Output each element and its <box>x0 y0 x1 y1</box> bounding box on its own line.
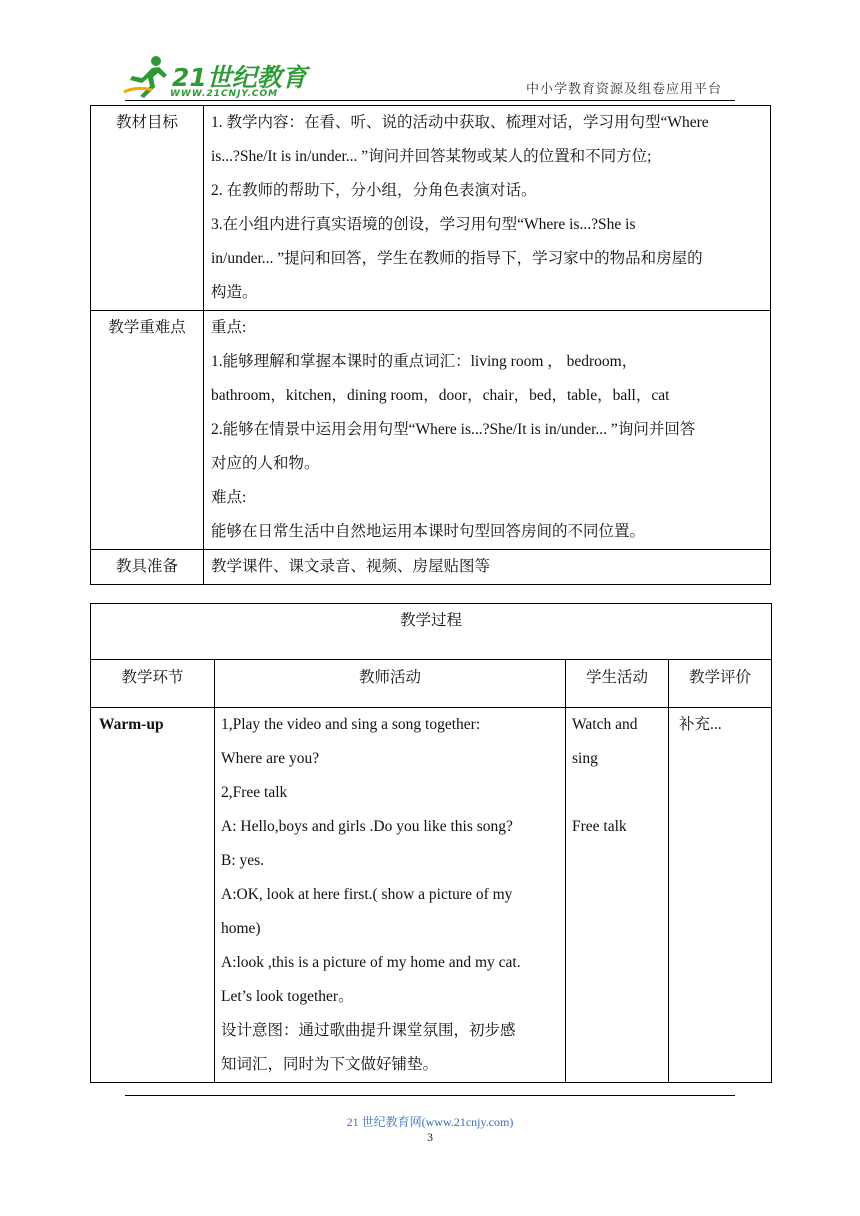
content-line: 2.能够在情景中运用会用句型“Where is...?She/It is in/under... ”询问并回答 <box>211 421 696 438</box>
table-row <box>91 708 772 1083</box>
content-line: 构造。 <box>211 284 258 301</box>
column-header: 教学环节 <box>91 660 215 708</box>
row-label: 教学重难点 <box>91 311 204 550</box>
footer-link[interactable]: 21 世纪教育网(www.21cnjy.com) <box>346 1115 514 1129</box>
content-line: Free talk <box>572 818 627 835</box>
table-row <box>91 550 771 585</box>
lesson-info-table <box>90 105 771 585</box>
content-line: A:OK, look at here first.( show a picture of my <box>221 886 513 903</box>
content-line: sing <box>572 750 598 767</box>
footer-divider <box>125 1095 735 1096</box>
teaching-process-table <box>90 603 772 1083</box>
content-line: 1.能够理解和掌握本课时的重点词汇：living room ， bedroom， <box>211 353 638 370</box>
row-label: 教具准备 <box>91 550 204 585</box>
content-line: 知词汇，同时为下文做好铺垫。 <box>221 1056 439 1073</box>
column-header: 教学评价 <box>669 660 772 708</box>
content-line: 重点: <box>211 319 247 336</box>
header-divider <box>125 100 735 101</box>
row-content <box>204 550 771 585</box>
table-row <box>91 604 772 660</box>
content-line: 2,Free talk <box>221 784 288 801</box>
content-line: 1. 教学内容：在看、听、说的活动中获取、梳理对话，学习用句型“Where <box>211 114 709 131</box>
logo-url: WWW.21CNJY.COM <box>170 89 279 99</box>
content-line: 能够在日常生活中自然地运用本课时句型回答房间的不同位置。 <box>211 523 646 540</box>
content-line: A:look ,this is a picture of my home and my cat. <box>221 954 521 971</box>
content-line: Where are you? <box>221 750 320 767</box>
content-line: home) <box>221 920 261 937</box>
page-number: 3 <box>427 1130 433 1144</box>
content-line: A: Hello,boys and girls .Do you like this song? <box>221 818 513 835</box>
runner-icon <box>122 52 170 100</box>
page-header <box>0 0 860 104</box>
content-line: B: yes. <box>221 852 265 869</box>
content-line: 3.在小组内进行真实语境的创设，学习用句型“Where is...?She is <box>211 216 636 233</box>
content-line: is...?She/It is in/under... ”询问并回答某物或某人的位置和不同方位; <box>211 148 652 165</box>
table-row <box>91 311 771 550</box>
row-content <box>204 311 771 550</box>
column-header: 教师活动 <box>215 660 566 708</box>
content-line: in/under... ”提问和回答，学生在教师的指导下，学习家中的物品和房屋的 <box>211 250 703 267</box>
content-line: 难点: <box>211 489 247 506</box>
row-label: 教材目标 <box>91 106 204 311</box>
platform-name: 中小学教育资源及组卷应用平台 <box>525 82 722 97</box>
evaluation-cell: 补充... <box>669 708 772 1083</box>
stage-cell: Warm-up <box>91 708 215 1083</box>
row-content <box>204 106 771 311</box>
content-line <box>572 776 662 810</box>
content-line: 对应的人和物。 <box>211 455 320 472</box>
table-title: 教学过程 <box>91 604 772 660</box>
site-logo <box>122 52 307 102</box>
content-line: 设计意图：通过歌曲提升课堂氛围，初步感 <box>221 1022 516 1039</box>
teacher-activity-cell <box>215 708 566 1083</box>
content-line: bathroom，kitchen，dining room，door，chair，bed，table，ball，cat <box>211 387 670 404</box>
content-line: Let’s look together。 <box>221 988 354 1005</box>
content-line: 1,Play the video and sing a song together: <box>221 716 481 733</box>
content-line: 教学课件、课文录音、视频、房屋贴图等 <box>211 558 491 575</box>
logo-text: 21世纪教育 <box>172 63 307 92</box>
column-header: 学生活动 <box>566 660 669 708</box>
student-activity-cell <box>566 708 669 1083</box>
content-line: Watch and <box>572 716 638 733</box>
table-header-row <box>91 660 772 708</box>
content-line: 2. 在教师的帮助下，分小组，分角色表演对话。 <box>211 182 537 199</box>
table-row <box>91 106 771 311</box>
